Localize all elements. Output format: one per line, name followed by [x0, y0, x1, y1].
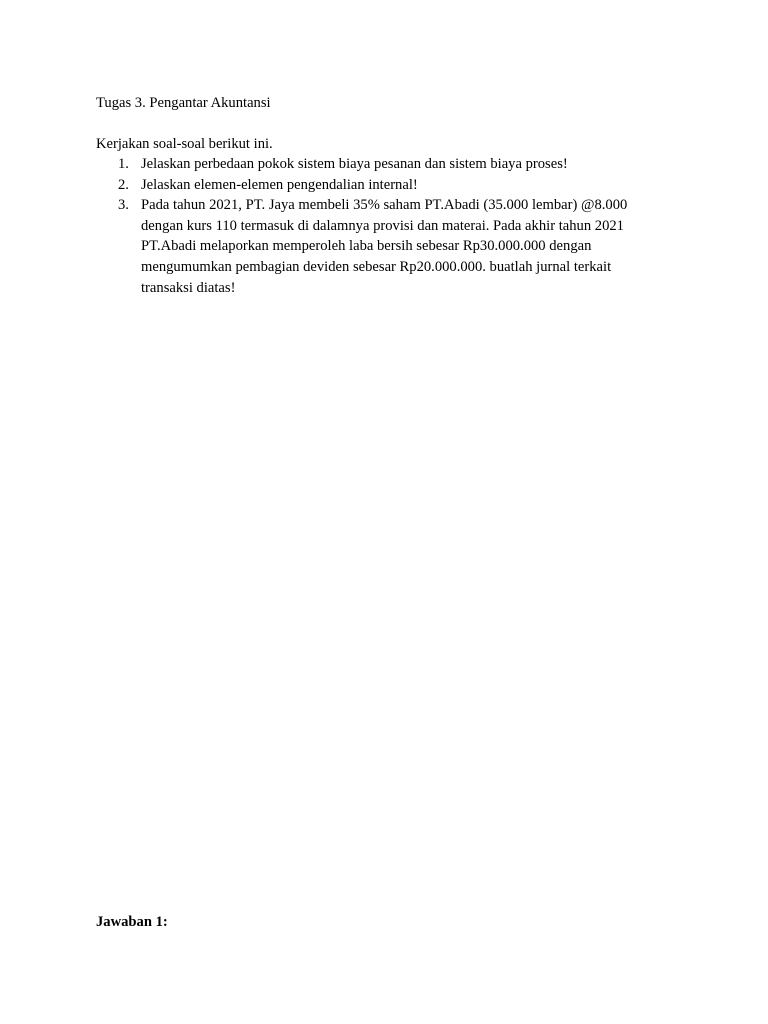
question-number: 2.: [118, 176, 129, 193]
question-item-1: [96, 154, 656, 175]
question-text: Jelaskan perbedaan pokok sistem biaya pesanan dan sistem biaya proses!: [141, 156, 568, 172]
question-list: [96, 154, 656, 298]
instructions-text: Kerjakan soal-soal berikut ini.: [96, 136, 273, 152]
question-text: Pada tahun 2021, PT. Jaya membeli 35% saham PT.Abadi (35.000 lembar) @8.000 dengan kurs 110 termasuk di dalamnya provisi dan materai. Pada akhir tahun 2021 PT.Abadi melaporkan memperoleh laba bersih sebesar Rp30.000.000 dengan mengumumkan pembagian deviden sebesar Rp20.000.000. buatlah jurnal terkait transaksi diatas!: [141, 197, 628, 296]
answer-heading: Jawaban 1:: [96, 914, 168, 930]
question-number: 1.: [118, 156, 129, 172]
question-item-3: [96, 195, 656, 298]
question-item-2: [96, 175, 656, 196]
question-text: Jelaskan elemen-elemen pengendalian internal!: [141, 176, 418, 193]
document-title: Tugas 3. Pengantar Akuntansi: [96, 95, 271, 111]
question-number: 3.: [118, 197, 129, 214]
